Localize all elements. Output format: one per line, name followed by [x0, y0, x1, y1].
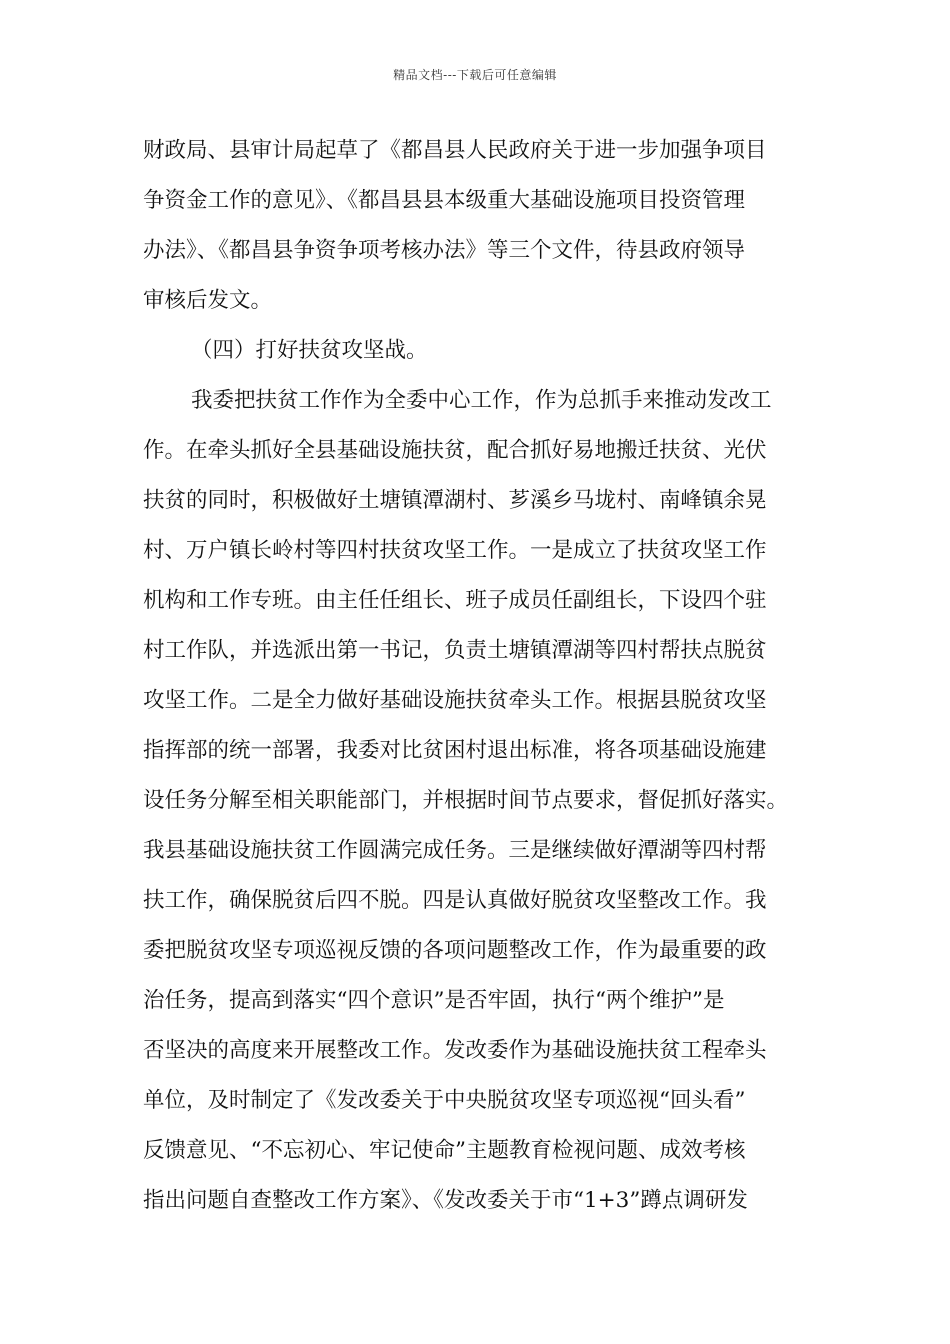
body-line: 作。在牵头抓好全县基础设施扶贫，配合抓好易地搬迁扶贫、光伏	[143, 438, 767, 463]
document-body	[143, 132, 815, 1232]
body-line: 村工作队，并选派出第一书记，负责土塘镇潭湖等四村帮扶点脱贫	[143, 638, 767, 663]
body-line: 治任务，提高到落实“四个意识”是否牢固，执行“两个维护”是	[143, 988, 725, 1013]
body-line: 否坚决的高度来开展整改工作。发改委作为基础设施扶贫工程牵头	[143, 1038, 767, 1063]
body-line: 办法》、《都昌县争资争项考核办法》等三个文件，待县政府领导	[143, 238, 746, 263]
body-line: 争资金工作的意见》、《都昌县县本级重大基础设施项目投资管理	[143, 188, 746, 213]
page-header: 精品文档---下载后可任意编辑	[393, 68, 557, 82]
body-line: 我县基础设施扶贫工作圆满完成任务。三是继续做好潭湖等四村帮	[143, 838, 767, 863]
body-line: 村、万户镇长岭村等四村扶贫攻坚工作。一是成立了扶贫攻坚工作	[143, 538, 767, 563]
body-line: 指挥部的统一部署，我委对比贫困村退出标准，将各项基础设施建	[143, 738, 767, 763]
body-line: 财政局、县审计局起草了《都昌县人民政府关于进一步加强争项目	[143, 138, 767, 163]
section-heading: （四）打好扶贫攻坚战。	[191, 338, 428, 363]
body-line: 设任务分解至相关职能部门，并根据时间节点要求，督促抓好落实。	[143, 788, 789, 813]
body-line: 委把脱贫攻坚专项巡视反馈的各项问题整改工作，作为最重要的政	[143, 938, 767, 963]
body-line: 扶贫的同时，积极做好土塘镇潭湖村、芗溪乡马垅村、南峰镇余晃	[143, 488, 767, 513]
body-line: 审核后发文。	[143, 288, 273, 313]
body-line: 机构和工作专班。由主任任组长、班子成员任副组长，下设四个驻	[143, 588, 767, 613]
body-line: 反馈意见、“不忘初心、牢记使命”主题教育检视问题、成效考核	[143, 1138, 746, 1163]
body-line: 单位，及时制定了《发改委关于中央脱贫攻坚专项巡视“回头看”	[143, 1088, 746, 1113]
body-line: 攻坚工作。二是全力做好基础设施扶贫牵头工作。根据县脱贫攻坚	[143, 688, 767, 713]
body-line: 指出问题自查整改工作方案》、《发改委关于市“1+3”蹲点调研发	[143, 1188, 748, 1213]
body-line: 扶工作，确保脱贫后四不脱。四是认真做好脱贫攻坚整改工作。我	[143, 888, 767, 913]
paragraph-first-line: 我委把扶贫工作作为全委中心工作，作为总抓手来推动发改工	[191, 388, 772, 413]
